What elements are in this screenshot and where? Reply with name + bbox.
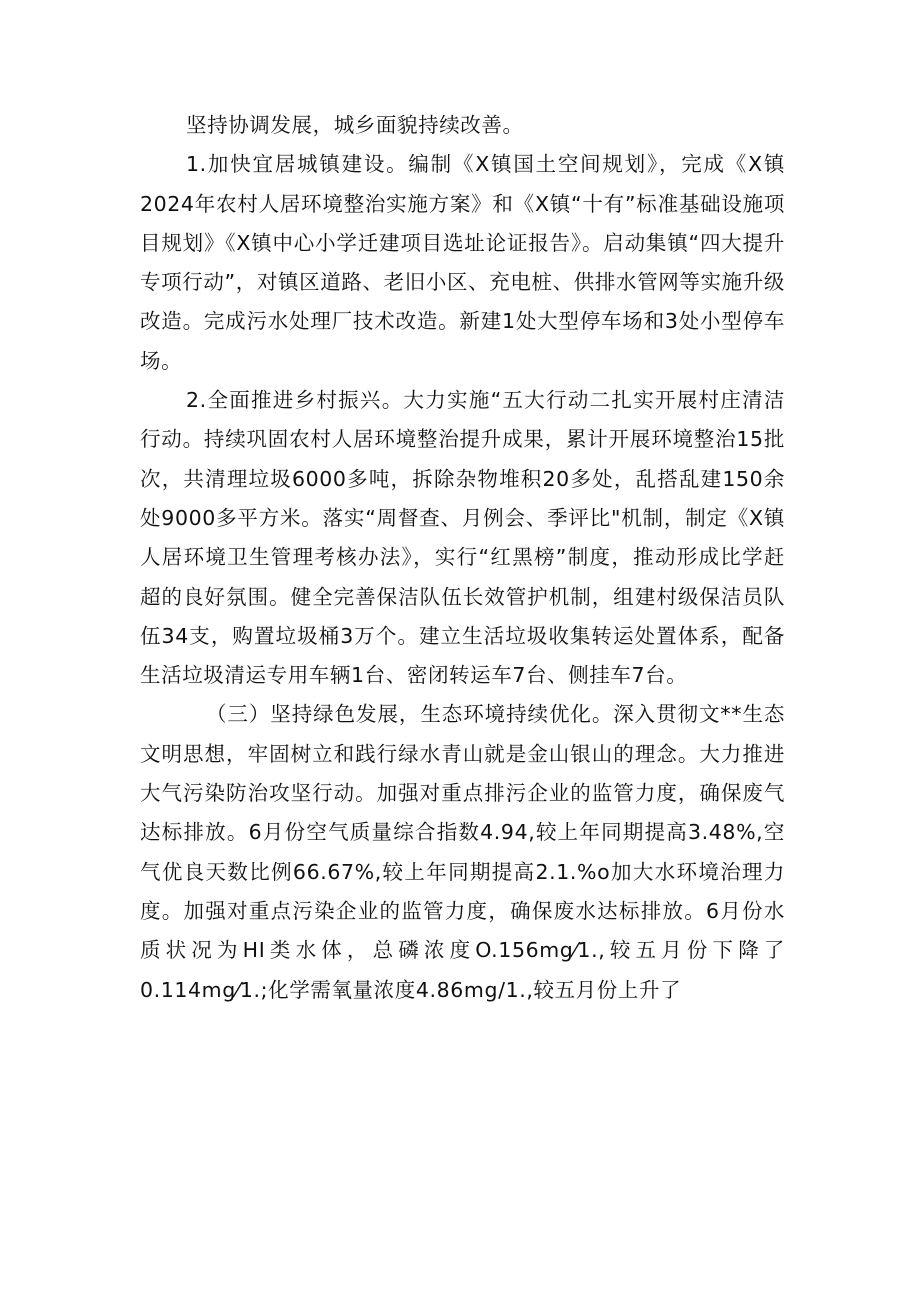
paragraph-rural-revitalization: 2.全面推进乡村振兴。大力实施“五大行动二扎实开展村庄清洁行动。持续巩固农村人居环境整治提升成果，累计开展环境整治15批次，共清理垃圾6000多吨，拆除杂物堆积20多处，乱搭乱建150余处9000多平方米。落实“周督查、月例会、季评比"机制，制定《X镇人居环境卫生管理考核办法》，实行“红黑榜”制度，推动形成比学赶超的良好氛围。健全完善保洁队伍长效管护机制，组建村级保洁员队伍34支，购置垃圾桶3万个。建立生活垃圾收集转运处置体系，配备生活垃圾清运专用车辆1台、密闭转运车7台、侧挂车7台。 [140, 388, 785, 688]
paragraph-green-development: （三）坚持绿色发展，生态环境持续优化。深入贯彻文**生态文明思想，牢固树立和践行绿水青山就是金山银山的理念。大力推进大气污染防治攻坚行动。加强对重点排污企业的监管力度，确保废气达标排放。6月份空气质量综合指数4.94,较上年同期提高3.48%,空气优良天数比例66.67%,较上年同期提高2.1.%o加大水环境治理力度。加强对重点污染企业的监管力度，确保废水达标排放。6月份水质状况为HI类水体，总磷浓度O.156mg⁄1.,较五月份下降了0.114mg⁄1.;化学需氧量浓度4.86mg/1.,较五月份上升了 [140, 702, 785, 1002]
document-body [140, 106, 785, 1010]
paragraph-livable-town-construction: 1.加快宜居城镇建设。编制《X镇国土空间规划》，完成《X镇2024年农村人居环境整治实施方案》和《X镇“十有”标准基础设施项目规划》《X镇中心小学迁建项目选址论证报告》。启动集镇“四大提升专项行动”，对镇区道路、老旧小区、充电桩、供排水管网等实施升级改造。完成污水处理厂技术改造。新建1处大型停车场和3处小型停车场。 [140, 152, 785, 373]
paragraph-coordinated-development-heading: 坚持协调发展，城乡面貌持续改善。 [186, 113, 524, 137]
